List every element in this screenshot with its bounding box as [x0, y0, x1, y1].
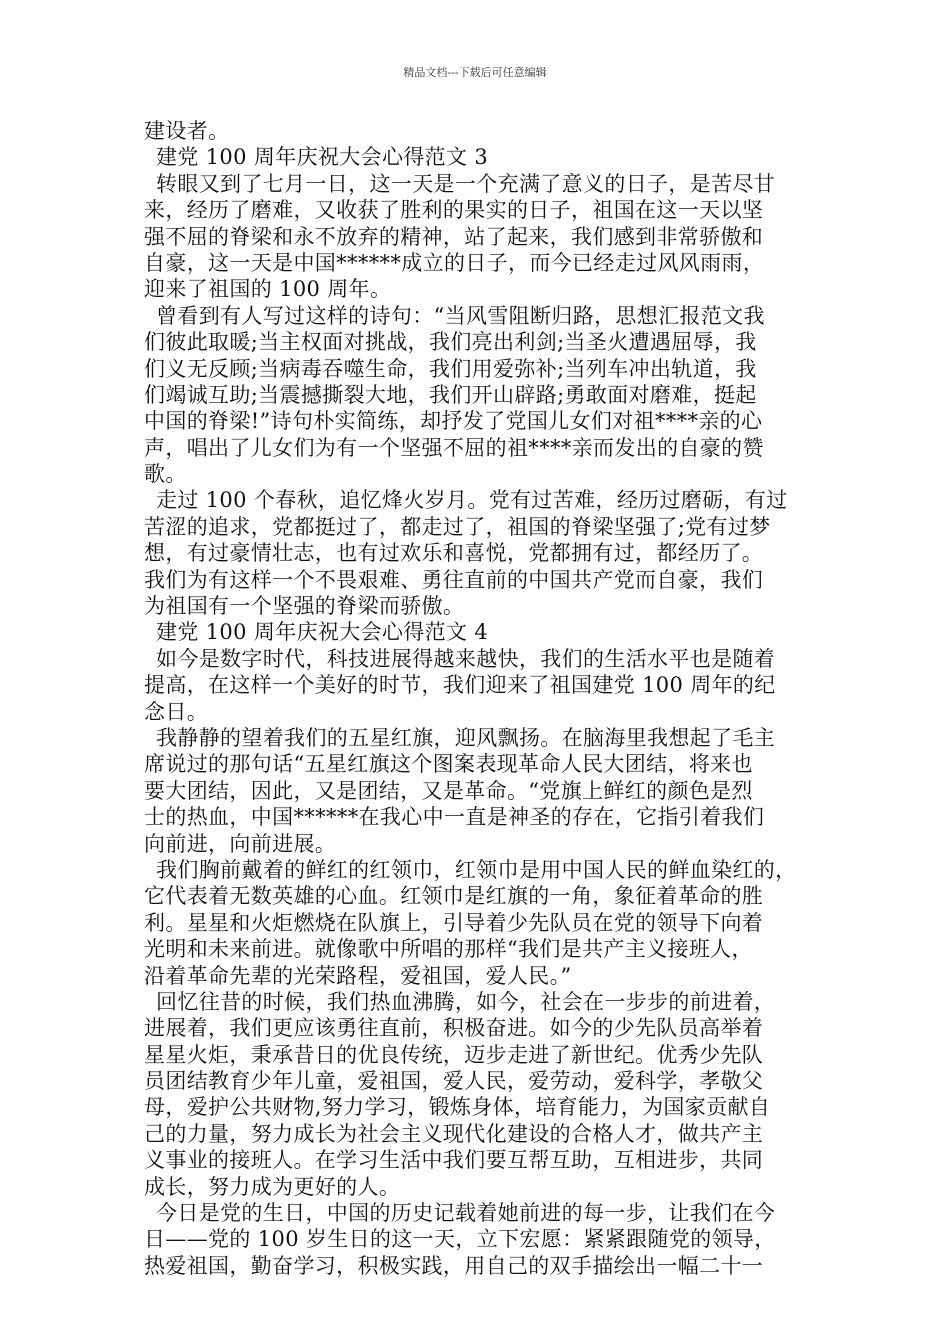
text-line: 苦涩的追求，党都挺过了，都走过了，祖国的脊梁坚强了;党有过梦: [144, 514, 771, 539]
text-line: 席说过的那句话“五星红旗这个图案表现革命人民大团结，将来也: [144, 752, 753, 777]
text-line: 提高，在这样一个美好的时节，我们迎来了祖国建党 100 周年的纪: [144, 673, 776, 698]
text-line: 们彼此取暖;当主权面对挑战，我们亮出利剑;当圣火遭遇屈辱，我: [144, 330, 757, 355]
text-line: 员团结教育少年儿童，爱祖国，爱人民，爱劳动，爱科学，孝敬父: [144, 1069, 764, 1094]
text-line: 士的热血，中国******在我心中一直是神圣的存在，它指引着我们: [144, 805, 765, 830]
text-line: 我静静的望着我们的五星红旗，迎风飘扬。在脑海里我想起了毛主: [156, 725, 776, 750]
text-line: 迎来了祖国的 100 周年。: [144, 277, 392, 302]
text-line: 沿着革命先辈的光荣路程，爱祖国，爱人民。”: [144, 963, 572, 988]
text-line: 成长，努力成为更好的人。: [144, 1174, 401, 1199]
text-line: 如今是数字时代，科技进展得越来越快，我们的生活水平也是随着: [156, 646, 776, 671]
text-line: 日——党的 100 岁生日的这一天，立下宏愿：紧紧跟随党的领导，: [144, 1227, 776, 1252]
text-line: 走过 100 个春秋，追忆烽火岁月。党有过苦难，经历过磨砺，有过: [156, 488, 788, 513]
text-line: 强不屈的脊梁和永不放弃的精神，站了起来，我们感到非常骄傲和: [144, 224, 764, 249]
text-line: 星星火炬，秉承昔日的优良传统，迈步走进了新世纪。优秀少先队: [144, 1042, 764, 1067]
text-line: 己的力量，努力成长为社会主义现代化建设的合格人才，做共产主: [144, 1121, 764, 1146]
text-line: 我们为有这样一个不畏艰难、勇往直前的中国共产党而自豪，我们: [144, 567, 764, 592]
text-line: 自豪，这一天是中国******成立的日子，而今已经走过风风雨雨，: [144, 250, 765, 275]
text-line: 向前进，向前进展。: [144, 831, 337, 856]
text-line: 念日。: [144, 699, 209, 724]
document-body: [144, 118, 812, 1279]
text-line: 我们胸前戴着的鲜红的红领巾，红领巾是用中国人民的鲜血染红的，: [156, 857, 797, 882]
text-line: 建党 100 周年庆祝大会心得范文 4: [156, 620, 489, 645]
text-line: 们义无反顾;当病毒吞噬生命，我们用爱弥补;当列车冲出轨道，我: [144, 356, 757, 381]
text-line: 中国的脊梁!”诗句朴实简练，却抒发了党国儿女们对祖****亲的心: [144, 409, 763, 434]
text-line: 热爱祖国，勤奋学习，积极实践，用自己的双手描绘出一幅二十一: [144, 1253, 764, 1278]
page-header: 精品文档---下载后可任意编辑: [403, 66, 547, 79]
text-line: 要大团结，因此，又是团结，又是革命。“党旗上鲜红的颜色是烈: [144, 778, 753, 803]
text-line: 们竭诚互助;当震撼撕裂大地，我们开山辟路;勇敢面对磨难，挺起: [144, 382, 757, 407]
text-line: 今日是党的生日，中国的历史记载着她前进的每一步，让我们在今: [156, 1201, 776, 1226]
text-line: 义事业的接班人。在学习生活中我们要互帮互助，互相进步，共同: [144, 1148, 764, 1173]
text-line: 为祖国有一个坚强的脊梁而骄傲。: [144, 594, 465, 619]
text-line: 来，经历了磨难，又收获了胜利的果实的日子，祖国在这一天以坚: [144, 198, 764, 223]
text-line: 母，爱护公共财物,努力学习，锻炼身体，培育能力，为国家贡献自: [144, 1095, 771, 1120]
text-line: 它代表着无数英雄的心血。红领巾是红旗的一角，象征着革命的胜: [144, 884, 764, 909]
text-line: 想，有过豪情壮志，也有过欢乐和喜悦，党都拥有过，都经历了。: [144, 541, 764, 566]
text-line: 声，唱出了儿女们为有一个坚强不屈的祖****亲而发出的自豪的赞: [144, 435, 764, 460]
text-line: 光明和未来前进。就像歌中所唱的那样“我们是共产主义接班人，: [144, 937, 753, 962]
text-line: 建党 100 周年庆祝大会心得范文 3: [156, 145, 489, 170]
text-line: 进展着，我们更应该勇往直前，积极奋进。如今的少先队员高举着: [144, 1016, 764, 1041]
text-line: 歌。: [144, 462, 187, 487]
text-line: 利。星星和火炬燃烧在队旗上，引导着少先队员在党的领导下向着: [144, 910, 764, 935]
text-line: 建设者。: [144, 119, 230, 143]
text-line: 回忆往昔的时候，我们热血沸腾，如今，社会在一步步的前进着，: [156, 989, 776, 1014]
text-line: 曾看到有人写过这样的诗句：“当风雪阻断归路，思想汇报范文我: [156, 303, 765, 328]
text-line: 转眼又到了七月一日，这一天是一个充满了意义的日子，是苦尽甘: [156, 171, 776, 196]
